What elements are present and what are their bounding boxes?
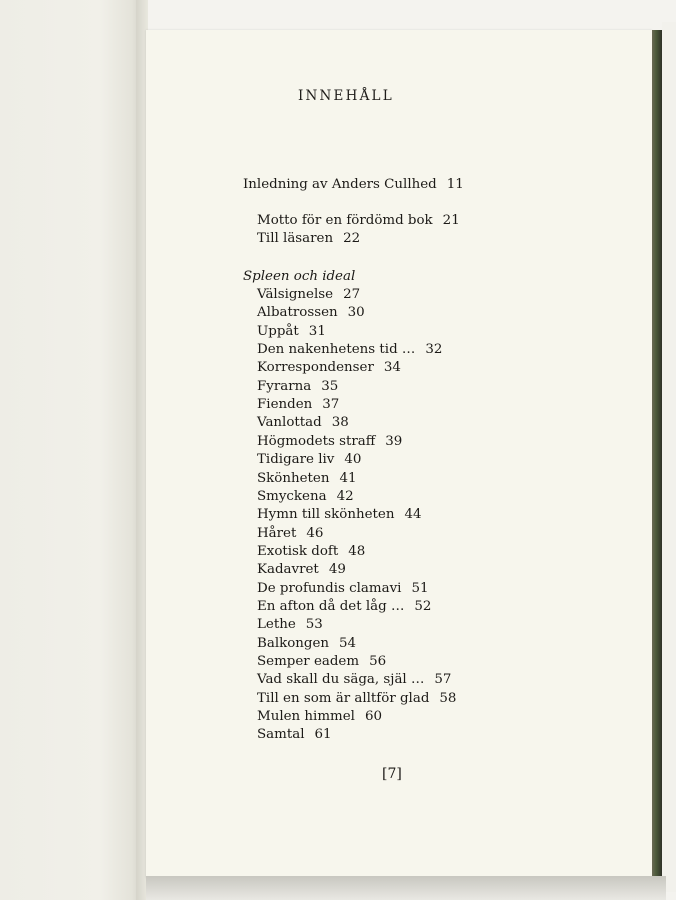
toc-entry [257, 434, 402, 449]
toc-entry-page: 11 [446, 177, 464, 192]
toc-front-matter-item [257, 231, 360, 246]
toc-entry-title: Mulen himmel [257, 709, 355, 725]
toc-entry [257, 654, 386, 669]
toc-entry-page: 27 [343, 287, 361, 302]
toc-entry [257, 287, 360, 302]
toc-entry-title: Samtal [257, 727, 305, 743]
toc-entry-title: Balkongen [257, 635, 330, 651]
toc-entry-title: Exotisk doft [257, 543, 339, 559]
toc-entry-title: Motto för en fördömd bok [257, 213, 433, 228]
toc-entry [257, 471, 357, 486]
toc-entry-page: 34 [383, 360, 401, 376]
toc-entry-title: Skönheten [257, 470, 330, 486]
toc-entry-page: 21 [442, 213, 460, 228]
toc-entry [257, 305, 365, 320]
toc-entry [257, 709, 382, 724]
toc-entry-page: 61 [314, 727, 332, 743]
toc-entry [257, 489, 354, 504]
toc-entry-page: 39 [385, 433, 403, 449]
toc-entry [257, 672, 451, 687]
toc-entry-title: Smyckena [257, 488, 327, 504]
toc-entry [257, 562, 346, 577]
toc-entry [257, 581, 428, 596]
toc-entry-page: 40 [344, 452, 362, 468]
toc-entry [257, 452, 361, 467]
toc-entry-title: Högmodets straff [257, 433, 376, 449]
toc-entry-title: Semper eadem [257, 654, 360, 669]
toc-entry-page: 41 [339, 470, 357, 486]
toc-entry-page: 32 [425, 342, 443, 358]
toc-entry-title: Vanlottad [257, 415, 322, 431]
toc-entry-page: 44 [404, 507, 422, 523]
toc-entry-title: Albatrossen [257, 305, 338, 321]
toc-entry [257, 342, 442, 357]
toc-entry-title: Uppåt [257, 323, 299, 339]
toc-entry-page: 22 [343, 231, 361, 246]
toc-front-matter-item [257, 213, 460, 228]
toc-entry [257, 360, 401, 375]
toc-entry [257, 397, 339, 412]
toc-entry-page: 48 [348, 543, 366, 559]
page-title: INNEHÅLL [298, 88, 394, 104]
toc-entry-page: 37 [322, 397, 340, 413]
toc-entry-title: Till läsaren [257, 231, 334, 246]
toc-entry-title: En afton då det låg … [257, 598, 405, 614]
toc-entry-title: Vad skall du säga, själ … [257, 672, 425, 688]
toc-entry-page: 51 [411, 580, 429, 596]
toc-entry-title: Välsignelse [257, 287, 334, 302]
toc-section-heading: Spleen och ideal [243, 269, 356, 284]
toc-entry-page: 54 [339, 635, 357, 651]
toc-entry [257, 599, 431, 614]
toc-entry-page: 52 [414, 598, 432, 614]
toc-entry [257, 727, 332, 742]
toc-entry-title: Inledning av Anders Cullhed [243, 177, 437, 192]
toc-entry-page: 58 [439, 690, 457, 706]
page-number: [7] [382, 766, 402, 782]
toc-entry-title: Den nakenhetens tid … [257, 342, 416, 358]
toc-entry-page: 38 [331, 415, 349, 431]
toc-entry-title: Fyrarna [257, 378, 312, 394]
toc-entry [257, 544, 365, 559]
toc-entry-title: Till en som är alltför glad [257, 690, 430, 706]
toc-entry [257, 379, 338, 394]
toc-introduction [243, 177, 464, 192]
toc-entry-title: Hymn till skönheten [257, 507, 395, 523]
toc-entry-title: Håret [257, 525, 297, 541]
toc-entry [257, 415, 349, 430]
toc-entry-page: 35 [321, 378, 339, 394]
toc-entry-title: De profundis clamavi [257, 580, 402, 596]
toc-entry-page: 46 [306, 525, 324, 541]
toc-entry-title: Korrespondenser [257, 360, 374, 376]
toc-entry-page: 57 [434, 672, 452, 688]
toc-entry-page: 60 [364, 709, 382, 725]
toc-entry-title: Lethe [257, 617, 296, 633]
toc-entry-title: Fienden [257, 397, 313, 413]
toc-entry [257, 617, 323, 632]
toc-entry [257, 526, 323, 541]
toc-entry-page: 49 [328, 562, 346, 578]
toc-entry-title: Kadavret [257, 562, 319, 578]
toc-entry [257, 636, 356, 651]
toc-entry-page: 42 [336, 488, 354, 504]
toc-entry-title: Tidigare liv [257, 452, 335, 468]
toc-entry-page: 56 [369, 654, 387, 669]
toc-entry-page: 31 [308, 323, 326, 339]
toc-entry [257, 507, 422, 522]
toc-entry [257, 324, 326, 339]
toc-entry-page: 30 [347, 305, 365, 321]
toc-entry [257, 691, 456, 706]
toc-entry-page: 53 [305, 617, 323, 633]
